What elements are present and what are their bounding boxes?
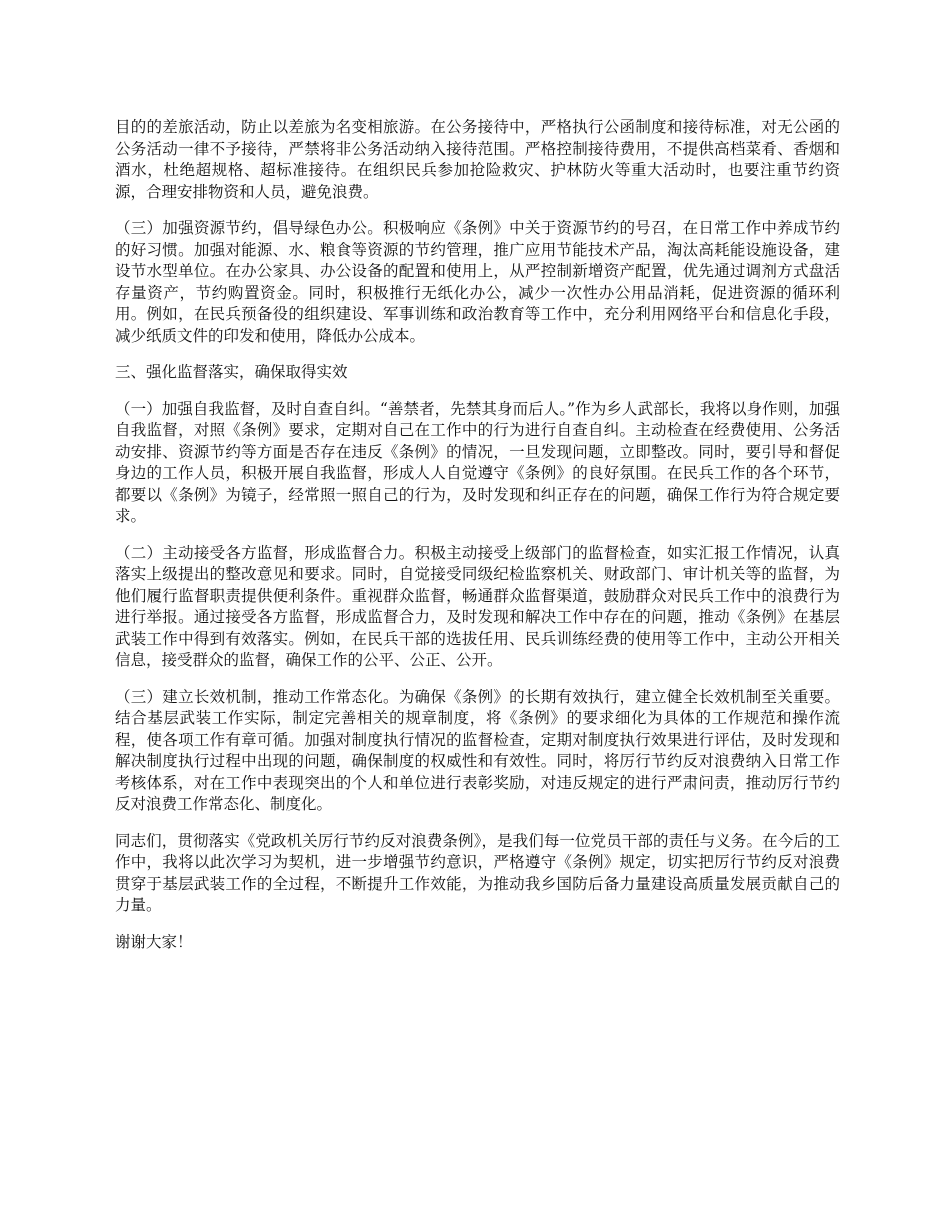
- paragraph-self-supervision: （一）加强自我监督，及时自查自纠。“善禁者，先禁其身而后人。”作为乡人武部长，我将以身作则，加强自我监督，对照《条例》要求，定期对自己在工作中的行为进行自查自纠。主动检查在经费使用、公务活动安排、资源节约等方面是否存在违反《条例》的情况，一旦发现问题，立即整改。同时，要引导和督促身边的工作人员，积极开展自我监督，形成人人自觉遵守《条例》的良好氛围。在民兵工作的各个环节，都要以《条例》为镜子，经常照一照自己的行为，及时发现和纠正存在的问题，确保工作行为符合规定要求。: [115, 399, 840, 525]
- paragraph-long-term-mechanism: （三）建立长效机制，推动工作常态化。为确保《条例》的长期有效执行，建立健全长效机制至关重要。结合基层武装工作实际，制定完善相关的规章制度，将《条例》的要求细化为具体的工作规范和操作流程，使各项工作有章可循。加强对制度执行情况的监督检查，定期对制度执行效果进行评估，及时发现和解决制度执行过程中出现的问题，确保制度的权威性和有效性。同时，将厉行节约反对浪费纳入日常工作考核体系，对在工作中表现突出的个人和单位进行表彰奖励，对违反规定的进行严肃问责，推动厉行节约反对浪费工作常态化、制度化。: [115, 687, 840, 813]
- document-body: [115, 117, 840, 968]
- paragraph-travel-reception: 目的的差旅活动，防止以差旅为名变相旅游。在公务接待中，严格执行公函制度和接待标准，对无公函的公务活动一律不予接待，严禁将非公务活动纳入接待范围。严格控制接待费用，不提供高档菜肴、香烟和酒水，杜绝超规格、超标准接待。在组织民兵参加抢险救灾、护林防火等重大活动时，也要注重节约资源，合理安排物资和人员，避免浪费。: [115, 118, 840, 201]
- paragraph-conclusion: 同志们，贯彻落实《党政机关厉行节约反对浪费条例》，是我们每一位党员干部的责任与义务。在今后的工作中，我将以此次学习为契机，进一步增强节约意识，严格遵守《条例》规定，切实把厉行节约反对浪费贯穿于基层武装工作的全过程，不断提升工作效能，为推动我乡国防后备力量建设高质量发展贡献自己的力量。: [115, 831, 840, 914]
- paragraph-external-supervision: （二）主动接受各方监督，形成监督合力。积极主动接受上级部门的监督检查，如实汇报工作情况，认真落实上级提出的整改意见和要求。同时，自觉接受同级纪检监察机关、财政部门、审计机关等的监督，为他们履行监督职责提供便利条件。重视群众监督，畅通群众监督渠道，鼓励群众对民兵工作中的浪费行为进行举报。通过接受各方监督，形成监督合力，及时发现和解决工作中存在的问题，推动《条例》在基层武装工作中得到有效落实。例如，在民兵干部的选拔任用、民兵训练经费的使用等工作中，主动公开相关信息，接受群众的监督，确保工作的公平、公正、公开。: [115, 543, 840, 669]
- paragraph-thanks: 谢谢大家！: [115, 932, 193, 951]
- section-heading-supervision: 三、强化监督落实，确保取得实效: [115, 363, 348, 381]
- paragraph-resource-saving: （三）加强资源节约，倡导绿色办公。积极响应《条例》中关于资源节约的号召，在日常工作中养成节约的好习惯。加强对能源、水、粮食等资源的节约管理，推广应用节能技术产品，淘汰高耗能设施设备，建设节水型单位。在办公家具、办公设备的配置和使用上，从严控制新增资产配置，优先通过调剂方式盘活存量资产，节约购置资金。同时，积极推行无纸化办公，减少一次性办公用品消耗，促进资源的循环利用。例如，在民兵预备役的组织建设、军事训练和政治教育等工作中，充分利用网络平台和信息化手段，减少纸质文件的印发和使用，降低办公成本。: [115, 219, 840, 345]
